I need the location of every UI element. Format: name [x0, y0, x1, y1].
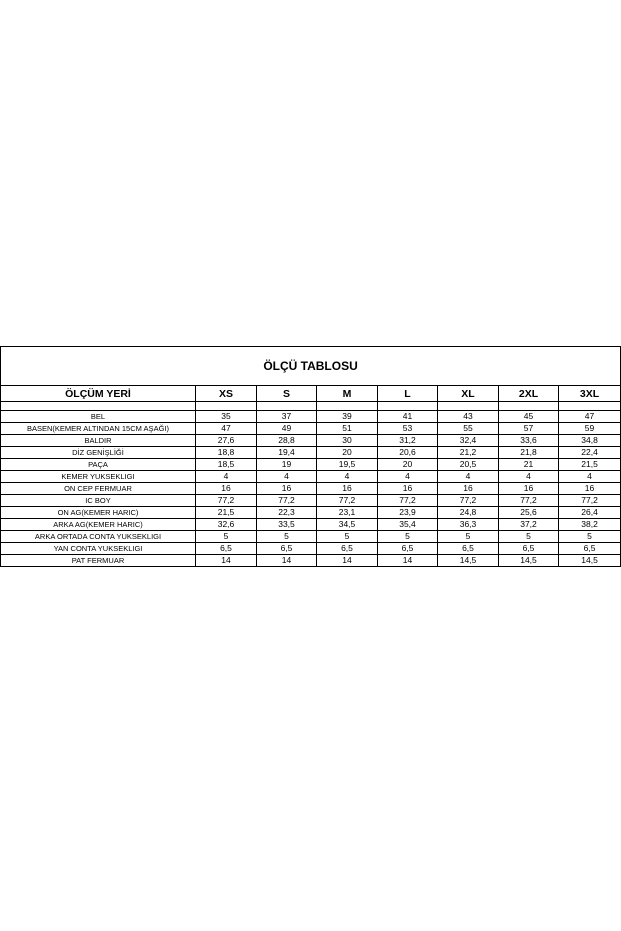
header-cell-xl: XL — [438, 386, 499, 402]
value-cell: 6,5 — [499, 543, 559, 555]
title-row — [1, 347, 621, 386]
value-cell: 16 — [196, 483, 257, 495]
value-cell: 5 — [559, 531, 621, 543]
value-cell: 43 — [438, 411, 499, 423]
table-row — [1, 483, 621, 495]
value-cell: 32,4 — [438, 435, 499, 447]
value-cell: 6,5 — [196, 543, 257, 555]
row-label: YAN CONTA YUKSEKLIGI — [1, 543, 196, 555]
value-cell: 47 — [196, 423, 257, 435]
value-cell: 45 — [499, 411, 559, 423]
row-label: DİZ GENİŞLİĞİ — [1, 447, 196, 459]
row-label: PAT FERMUAR — [1, 555, 196, 567]
value-cell: 34,8 — [559, 435, 621, 447]
header-cell-s: S — [257, 386, 317, 402]
table-row — [1, 447, 621, 459]
value-cell: 30 — [317, 435, 378, 447]
value-cell: 55 — [438, 423, 499, 435]
value-cell: 77,2 — [559, 495, 621, 507]
size-chart-sheet — [0, 346, 621, 567]
value-cell: 4 — [499, 471, 559, 483]
value-cell: 49 — [257, 423, 317, 435]
value-cell: 32,6 — [196, 519, 257, 531]
value-cell: 23,9 — [378, 507, 438, 519]
value-cell: 77,2 — [257, 495, 317, 507]
value-cell: 53 — [378, 423, 438, 435]
table-row — [1, 471, 621, 483]
row-label: BALDIR — [1, 435, 196, 447]
value-cell: 4 — [317, 471, 378, 483]
value-cell: 22,3 — [257, 507, 317, 519]
value-cell: 34,5 — [317, 519, 378, 531]
value-cell: 27,6 — [196, 435, 257, 447]
value-cell: 24,8 — [438, 507, 499, 519]
table-title: ÖLÇÜ TABLOSU — [1, 347, 621, 386]
blank-cell — [196, 402, 257, 411]
value-cell: 33,6 — [499, 435, 559, 447]
value-cell: 59 — [559, 423, 621, 435]
value-cell: 14,5 — [438, 555, 499, 567]
table-row — [1, 459, 621, 471]
value-cell: 33,5 — [257, 519, 317, 531]
value-cell: 18,5 — [196, 459, 257, 471]
value-cell: 4 — [196, 471, 257, 483]
value-cell: 25,6 — [499, 507, 559, 519]
blank-cell — [559, 402, 621, 411]
value-cell: 5 — [499, 531, 559, 543]
value-cell: 77,2 — [499, 495, 559, 507]
table-row — [1, 411, 621, 423]
value-cell: 4 — [438, 471, 499, 483]
value-cell: 37,2 — [499, 519, 559, 531]
value-cell: 6,5 — [438, 543, 499, 555]
value-cell: 5 — [317, 531, 378, 543]
row-label: ON AG(KEMER HARIC) — [1, 507, 196, 519]
row-label: PAÇA — [1, 459, 196, 471]
value-cell: 19,5 — [317, 459, 378, 471]
value-cell: 16 — [317, 483, 378, 495]
row-label: ON CEP FERMUAR — [1, 483, 196, 495]
value-cell: 19,4 — [257, 447, 317, 459]
value-cell: 19 — [257, 459, 317, 471]
blank-cell — [1, 402, 196, 411]
value-cell: 77,2 — [378, 495, 438, 507]
value-cell: 37 — [257, 411, 317, 423]
row-label: BEL — [1, 411, 196, 423]
value-cell: 38,2 — [559, 519, 621, 531]
value-cell: 21,5 — [196, 507, 257, 519]
blank-row — [1, 402, 621, 411]
value-cell: 16 — [499, 483, 559, 495]
value-cell: 4 — [378, 471, 438, 483]
value-cell: 21,8 — [499, 447, 559, 459]
value-cell: 4 — [559, 471, 621, 483]
blank-cell — [317, 402, 378, 411]
row-label: ARKA AG(KEMER HARIC) — [1, 519, 196, 531]
value-cell: 21 — [499, 459, 559, 471]
value-cell: 16 — [438, 483, 499, 495]
table-row — [1, 543, 621, 555]
value-cell: 51 — [317, 423, 378, 435]
blank-cell — [257, 402, 317, 411]
table-row — [1, 423, 621, 435]
value-cell: 14 — [257, 555, 317, 567]
value-cell: 36,3 — [438, 519, 499, 531]
header-cell-2xl: 2XL — [499, 386, 559, 402]
value-cell: 6,5 — [317, 543, 378, 555]
value-cell: 14 — [378, 555, 438, 567]
value-cell: 16 — [257, 483, 317, 495]
value-cell: 35 — [196, 411, 257, 423]
value-cell: 5 — [438, 531, 499, 543]
value-cell: 35,4 — [378, 519, 438, 531]
table-row — [1, 519, 621, 531]
size-chart-table — [0, 346, 621, 567]
header-cell-m: M — [317, 386, 378, 402]
table-row — [1, 507, 621, 519]
value-cell: 20,5 — [438, 459, 499, 471]
value-cell: 5 — [257, 531, 317, 543]
value-cell: 21,2 — [438, 447, 499, 459]
table-row — [1, 531, 621, 543]
header-row — [1, 386, 621, 402]
value-cell: 20 — [317, 447, 378, 459]
value-cell: 18,8 — [196, 447, 257, 459]
row-label: KEMER YUKSEKLIGI — [1, 471, 196, 483]
value-cell: 22,4 — [559, 447, 621, 459]
value-cell: 39 — [317, 411, 378, 423]
value-cell: 4 — [257, 471, 317, 483]
row-label: BASEN(KEMER ALTINDAN 15CM AŞAĞI) — [1, 423, 196, 435]
row-label: ARKA ORTADA CONTA YUKSEKLIGI — [1, 531, 196, 543]
value-cell: 41 — [378, 411, 438, 423]
value-cell: 16 — [559, 483, 621, 495]
value-cell: 14 — [317, 555, 378, 567]
value-cell: 14 — [196, 555, 257, 567]
table-row — [1, 495, 621, 507]
header-cell-xs: XS — [196, 386, 257, 402]
value-cell: 77,2 — [196, 495, 257, 507]
value-cell: 20,6 — [378, 447, 438, 459]
value-cell: 77,2 — [317, 495, 378, 507]
value-cell: 20 — [378, 459, 438, 471]
value-cell: 21,5 — [559, 459, 621, 471]
value-cell: 6,5 — [378, 543, 438, 555]
value-cell: 14,5 — [559, 555, 621, 567]
value-cell: 23,1 — [317, 507, 378, 519]
value-cell: 6,5 — [257, 543, 317, 555]
table-row — [1, 555, 621, 567]
value-cell: 5 — [378, 531, 438, 543]
row-label: IC BOY — [1, 495, 196, 507]
header-cell-measure: ÖLÇÜM YERİ — [1, 386, 196, 402]
value-cell: 57 — [499, 423, 559, 435]
blank-cell — [378, 402, 438, 411]
blank-cell — [499, 402, 559, 411]
header-cell-3xl: 3XL — [559, 386, 621, 402]
value-cell: 31,2 — [378, 435, 438, 447]
header-cell-l: L — [378, 386, 438, 402]
value-cell: 16 — [378, 483, 438, 495]
value-cell: 47 — [559, 411, 621, 423]
blank-cell — [438, 402, 499, 411]
value-cell: 77,2 — [438, 495, 499, 507]
value-cell: 26,4 — [559, 507, 621, 519]
value-cell: 14,5 — [499, 555, 559, 567]
value-cell: 6,5 — [559, 543, 621, 555]
value-cell: 28,8 — [257, 435, 317, 447]
table-row — [1, 435, 621, 447]
value-cell: 5 — [196, 531, 257, 543]
